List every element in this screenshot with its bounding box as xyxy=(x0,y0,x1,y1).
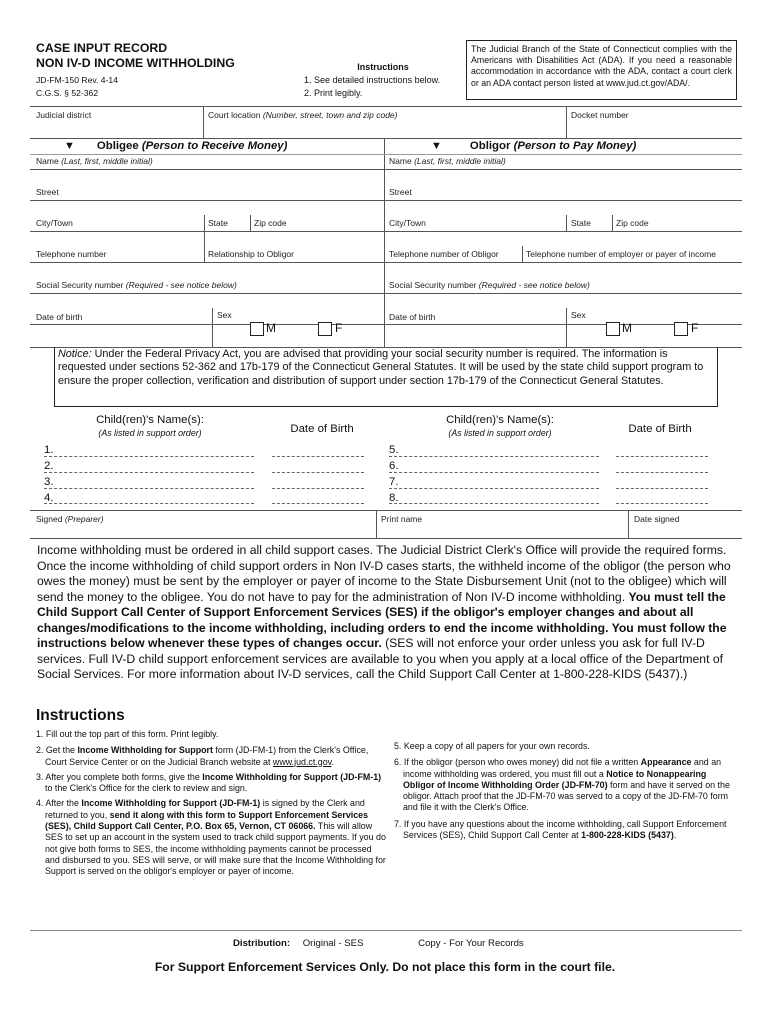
divider xyxy=(30,930,742,931)
children-names-note-left: (As listed in support order) xyxy=(98,428,202,438)
obligee-male-checkbox[interactable] xyxy=(250,322,264,336)
divider xyxy=(203,106,204,138)
obligee-telephone-label: Telephone number xyxy=(36,249,107,259)
child-name-line[interactable] xyxy=(44,472,254,473)
child-dob-line[interactable] xyxy=(616,472,708,473)
instructions-right-column xyxy=(394,741,738,841)
instruction-6: 6. If the obligor (person who owes money) did not file a written Appearance and an income withholding was ordered, you must fill out a Notice to Nonappearing Obligor of Income Withholding Order (JD-FM-70) form and have it served on the obligor. Attach proof that the JD-FM-70 was served to a copy of the JD-FM-70 form and file it with the Clerk's Office. xyxy=(394,757,730,813)
child-dob-line[interactable] xyxy=(272,488,364,489)
signed-label: Signed (Preparer) xyxy=(36,514,104,524)
child-name-line[interactable] xyxy=(389,456,599,457)
instructions-left-column xyxy=(36,729,386,878)
obligor-telephone-label: Telephone number of Obligor xyxy=(389,249,499,259)
divider xyxy=(30,510,742,511)
triangle-down-icon: ▼ xyxy=(64,140,75,152)
obligee-heading: ▼ Obligee (Person to Receive Money) xyxy=(64,140,288,152)
court-location-field[interactable] xyxy=(210,120,560,135)
triangle-down-icon: ▼ xyxy=(431,140,442,152)
instruction-5: 5. Keep a copy of all papers for your own records. xyxy=(394,741,590,751)
obligor-state-label: State xyxy=(571,218,591,228)
obligor-city-label: City/Town xyxy=(389,218,426,228)
instruction-2: 2. Get the Income Withholding for Support form (JD-FM-1) from the Clerk's Office, Court Service Center or on the Judicial Branch website at www.jud.ct.gov. xyxy=(36,745,369,767)
child-name-line[interactable] xyxy=(389,503,599,504)
divider xyxy=(212,308,213,347)
divider xyxy=(30,138,742,139)
obligee-female-label: F xyxy=(335,321,343,335)
child-dob-line[interactable] xyxy=(272,472,364,473)
header-instructions xyxy=(304,61,462,100)
child-name-line[interactable] xyxy=(44,503,254,504)
privacy-notice-text: Under the Federal Privacy Act, you are advised that providing your social security number is required. The information is requested under sections 52-362 and 17b-179 of the Connecticut General Statutes. It will be used by the state child support program to ensure the proper collection, verification and distribution of support under section 17b-179 of the Connecticut General Statutes. xyxy=(58,348,704,387)
divider xyxy=(376,510,377,538)
judicial-district-field[interactable] xyxy=(36,120,196,135)
obligor-employer-phone-label: Telephone number of employer or payer of income xyxy=(526,249,716,259)
bottom-notice: For Support Enforcement Services Only. Do not place this form in the court file. xyxy=(154,960,616,974)
instruction-7: 7. If you have any questions about the income withholding, call Support Enforcement Services (SES), Child Support Call Center at 1-800-228-KIDS (5437). xyxy=(394,818,727,841)
obligee-sex-label: Sex xyxy=(217,310,232,320)
obligee-dob-label: Date of birth xyxy=(36,312,83,322)
instruction-3: 3. After you complete both forms, give the Income Withholding for Support (JD-FM-1) to the Clerk's Office for the clerk to review and sign. xyxy=(36,771,382,794)
child-name-line[interactable] xyxy=(44,456,254,457)
obligee-female-checkbox[interactable] xyxy=(318,322,332,336)
form-id-block xyxy=(36,74,118,100)
form-title-line2: NON IV-D INCOME WITHHOLDING xyxy=(36,56,235,70)
child-number: 5. xyxy=(389,444,399,456)
child-name-line[interactable] xyxy=(44,488,254,489)
child-dob-line[interactable] xyxy=(616,488,708,489)
child-number: 3. xyxy=(44,476,54,488)
children-names-heading-right: Child(ren)'s Name(s): xyxy=(446,414,554,426)
instructions-heading: Instructions xyxy=(36,707,125,724)
divider xyxy=(628,510,629,538)
docket-number-label: Docket number xyxy=(571,110,629,120)
divider xyxy=(250,215,251,231)
divider xyxy=(30,169,742,170)
ada-notice-box xyxy=(466,40,737,100)
divider xyxy=(30,106,742,107)
child-number: 6. xyxy=(389,460,399,472)
child-number: 8. xyxy=(389,492,399,504)
divider xyxy=(566,215,567,231)
divider xyxy=(384,138,385,347)
obligee-city-label: City/Town xyxy=(36,218,73,228)
obligor-street-label: Street xyxy=(389,187,412,197)
obligor-female-checkbox[interactable] xyxy=(674,322,688,336)
obligor-heading: ▼ Obligor (Person to Pay Money) xyxy=(431,140,637,152)
obligor-male-label: M xyxy=(622,321,632,335)
obligor-male-checkbox[interactable] xyxy=(606,322,620,336)
divider xyxy=(30,538,742,539)
statute-reference: C.G.S. § 52-362 xyxy=(36,88,99,98)
header-instructions-title: Instructions xyxy=(357,62,409,72)
divider xyxy=(612,215,613,231)
docket-number-field[interactable] xyxy=(571,120,736,135)
header-instruction-2: 2. Print legibly. xyxy=(304,88,363,98)
child-dob-line[interactable] xyxy=(272,503,364,504)
divider xyxy=(204,215,205,262)
distribution-copy: Copy - For Your Records xyxy=(418,938,524,949)
divider xyxy=(30,324,742,325)
child-name-line[interactable] xyxy=(389,472,599,473)
obligee-street-label: Street xyxy=(36,187,59,197)
divider xyxy=(566,308,567,347)
divider xyxy=(30,293,742,294)
children-list-right xyxy=(389,442,399,506)
divider xyxy=(30,231,742,232)
child-name-line[interactable] xyxy=(389,488,599,489)
privacy-notice-box xyxy=(54,347,718,407)
obligor-name-label: Name (Last, first, middle initial) xyxy=(389,156,506,166)
obligor-sex-label: Sex xyxy=(571,310,586,320)
form-title-line1: CASE INPUT RECORD xyxy=(36,41,168,55)
distribution-label: Distribution: xyxy=(233,938,291,949)
child-number: 4. xyxy=(44,492,54,504)
obligee-male-label: M xyxy=(266,321,276,335)
court-location-label: Court location (Number, street, town and zip code) xyxy=(208,110,398,120)
children-names-note-right: (As listed in support order) xyxy=(448,428,552,438)
divider xyxy=(30,154,742,155)
instruction-1: 1. Fill out the top part of this form. Print legibly. xyxy=(36,729,219,739)
children-dob-heading-right: Date of Birth xyxy=(628,423,692,435)
form-number: JD-FM-150 Rev. 4-14 xyxy=(36,75,118,85)
obligor-female-label: F xyxy=(691,321,699,335)
child-number: 7. xyxy=(389,476,399,488)
children-names-heading-left: Child(ren)'s Name(s): xyxy=(96,414,204,426)
distribution-line xyxy=(233,938,524,949)
child-number: 1. xyxy=(44,444,54,456)
date-signed-label: Date signed xyxy=(634,514,680,524)
child-dob-line[interactable] xyxy=(272,456,364,457)
divider xyxy=(566,106,567,138)
children-list-left xyxy=(44,442,54,506)
website-link[interactable]: www.jud.ct.gov xyxy=(272,756,332,767)
children-dob-heading-left: Date of Birth xyxy=(290,423,354,435)
obligee-state-label: State xyxy=(208,218,228,228)
obligee-ssn-label: Social Security number (Required - see notice below) xyxy=(36,280,237,290)
divider xyxy=(30,262,742,263)
header-instruction-1: 1. See detailed instructions below. xyxy=(304,75,441,85)
privacy-notice-label: Notice: xyxy=(58,348,92,360)
divider xyxy=(30,200,742,201)
obligee-zip-label: Zip code xyxy=(254,218,287,228)
child-dob-line[interactable] xyxy=(616,456,708,457)
distribution-original: Original - SES xyxy=(302,938,364,949)
judicial-district-label: Judicial district xyxy=(36,110,92,120)
print-name-label: Print name xyxy=(381,514,423,524)
obligor-dob-label: Date of birth xyxy=(389,312,436,322)
income-withholding-paragraph: Income withholding must be ordered in all child support cases. The Judicial District Clerk's Office will provide the required forms. Once the income withholding of child support orders in Non IV-D cases starts, the withheld income of the obligor (the person who owes the money) must be sent by the employer or payer of income to the State Disbursement Unit (not to the obligee) which will send the money to the obligee. You do not have to pay for the administration of Non IV-D income withholding. You must tell the Child Support Call Center of Support Enforcement Services (SES) if the obligor's employer changes and about all changes/modifications to the income withholding, including orders to end the income withholding. You must follow the instructions below whenever these types of changes occur. (SES will not enforce your order unless you ask for full IV-D services. Full IV-D child support enforcement services are available to you when you apply at a local office of the Department of Social Services. For more information about IV-D services, call the Child Support Call Center at 1-800-228-KIDS (5437).) xyxy=(37,543,731,681)
instruction-4: 4. After the Income Withholding for Support (JD-FM-1) is signed by the Clerk and returned to you, send it along with this form to Support Enforcement Services (SES), Child Support Call Center, P.O. Box 65, Vernon, CT 06066. This will allow SES to set up an account in the system used to track child support payments. If you do not give both forms to SES, the income withholding payments cannot be processed and disbursed to you. SES will serve, or will make sure that the Income Withholding for Support is served on the obligor's employer or payer of income. xyxy=(36,798,386,877)
obligee-relationship-label: Relationship to Obligor xyxy=(208,249,294,259)
obligor-ssn-label: Social Security number (Required - see notice below) xyxy=(389,280,590,290)
ada-notice-text: The Judicial Branch of the State of Connecticut complies with the Americans with Disabilities Act (ADA). If you need a reasonable accommodation in accordance with the ADA, contact a court clerk or an ADA contact person listed at www.jud.ct.gov/ADA/. xyxy=(471,44,732,88)
form-title xyxy=(36,41,235,71)
divider xyxy=(522,246,523,262)
obligee-name-label: Name (Last, first, middle initial) xyxy=(36,156,153,166)
child-dob-line[interactable] xyxy=(616,503,708,504)
obligor-zip-label: Zip code xyxy=(616,218,649,228)
child-number: 2. xyxy=(44,460,54,472)
